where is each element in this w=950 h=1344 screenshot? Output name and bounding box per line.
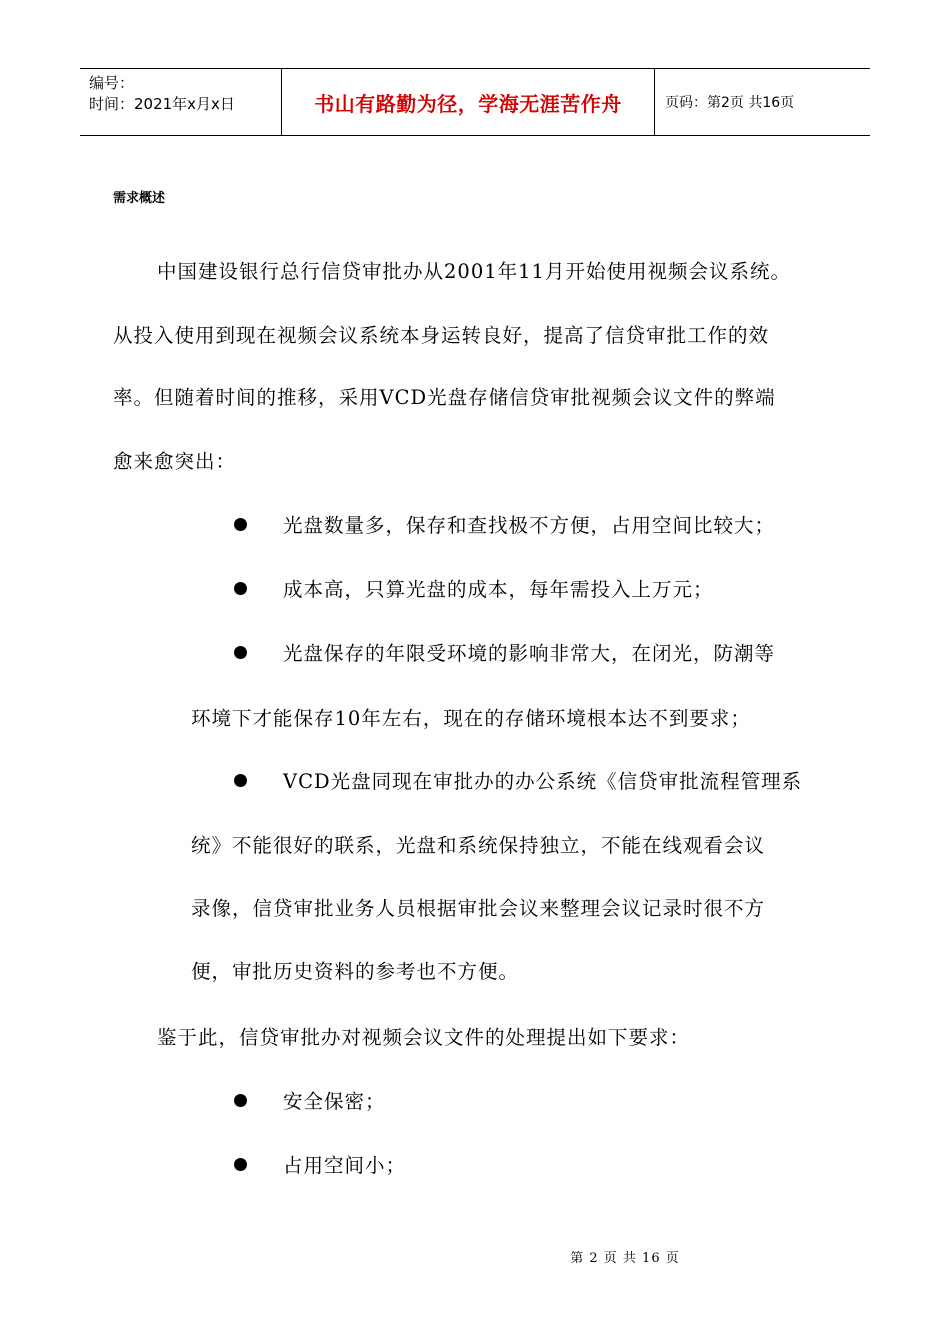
document-number-label: 编号：	[89, 74, 135, 92]
requirement-item-2: 占用空间小；	[283, 1154, 407, 1177]
intro-line-3: 率。但随着时间的推移，采用VCD光盘存储信贷审批视频会议文件的弊端	[113, 386, 776, 409]
section-title: 需求概述	[113, 191, 166, 206]
problem-item-4-line-4: 便，审批历史资料的参考也不方便。	[191, 960, 520, 983]
problem-item-4-line-3: 录像，信贷审批业务人员根据审批会议来整理会议记录时很不方	[191, 897, 766, 920]
bullet-icon	[234, 582, 247, 595]
header-page-info: 页码：第2页 共16页	[665, 95, 795, 111]
intro-line-2: 从投入使用到现在视频会议系统本身运转良好，提高了信贷审批工作的效	[113, 324, 770, 347]
requirements-intro: 鉴于此，信贷审批办对视频会议文件的处理提出如下要求：	[157, 1026, 691, 1049]
intro-line-4: 愈来愈突出：	[113, 450, 237, 473]
page-footer: 第 2 页 共 16 页	[570, 1251, 680, 1266]
problem-item-4-line-2: 统》不能很好的联系，光盘和系统保持独立，不能在线观看会议	[191, 834, 766, 857]
problem-item-1: 光盘数量多，保存和查找极不方便，占用空间比较大；	[283, 514, 776, 537]
bullet-icon	[234, 1094, 247, 1107]
header-meta	[80, 69, 281, 135]
bullet-icon	[234, 774, 247, 787]
bullet-icon	[234, 646, 247, 659]
header-motto: 书山有路勤为径，学海无涯苦作舟	[281, 69, 655, 135]
document-time-label: 时间：2021年x月x日	[89, 95, 235, 113]
page-header	[80, 68, 870, 136]
problem-item-3-line-2: 环境下才能保存10年左右，现在的存储环境根本达不到要求；	[191, 707, 751, 730]
problem-item-3-line-1: 光盘保存的年限受环境的影响非常大，在闭光，防潮等	[283, 642, 776, 665]
requirement-item-1: 安全保密；	[283, 1090, 386, 1113]
problem-item-2: 成本高，只算光盘的成本，每年需投入上万元；	[283, 578, 714, 601]
bullet-icon	[234, 518, 247, 531]
bullet-icon	[234, 1158, 247, 1171]
problem-item-4-line-1: VCD光盘同现在审批办的办公系统《信贷审批流程管理系	[283, 770, 803, 793]
intro-line-1: 中国建设银行总行信贷审批办从2001年11月开始使用视频会议系统。	[157, 260, 791, 283]
